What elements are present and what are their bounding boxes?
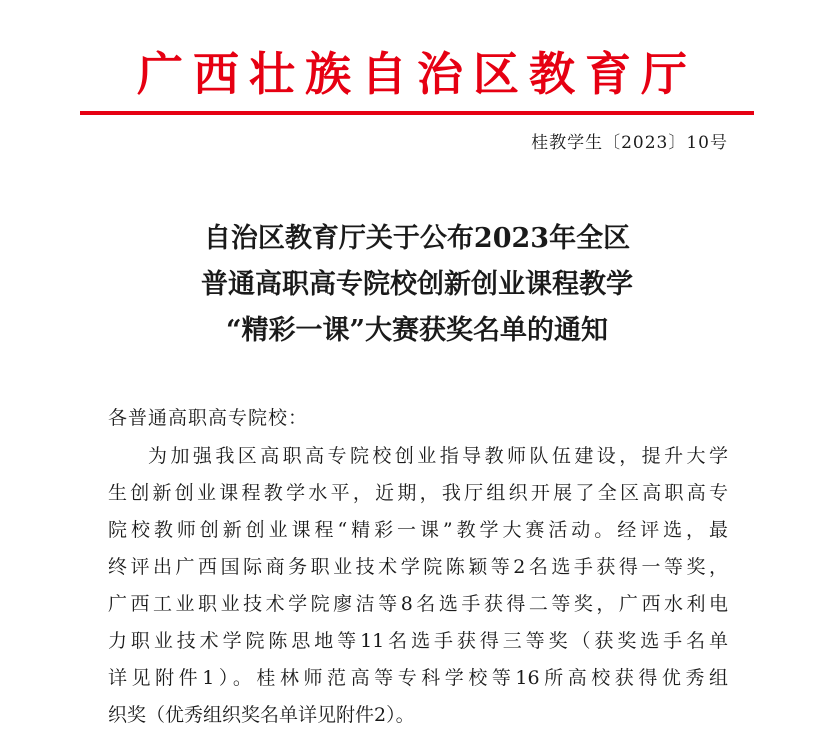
title-line-1: 自治区教育厅关于公布2023年全区 [203, 223, 631, 254]
body-line: 织奖（优秀组织奖名单详见附件2）。 [108, 704, 415, 726]
document-title [80, 216, 754, 354]
body-line: 终评出广西国际商务职业技术学院陈颖等2名选手获得一等奖， [108, 556, 728, 578]
body-line: 详见附件1）。桂林师范高等专科学校等16所高校获得优秀组 [108, 667, 728, 689]
body-line: 为加强我区高职高专院校创业指导教师队伍建设，提升大学 [148, 445, 728, 467]
document-number: 桂教学生〔2023〕10号 [531, 133, 728, 153]
body-line: 生创新创业课程教学水平，近期，我厅组织开展了全区高职高专 [108, 482, 728, 504]
title-line-2: 普通高职高专院校创新创业课程教学 [201, 269, 633, 300]
title-line-3: “精彩一课”大赛获奖名单的通知 [225, 315, 609, 346]
salutation: 各普通高职高专院校： [108, 407, 309, 429]
body-line: 力职业技术学院陈思地等11名选手获得三等奖（获奖选手名单 [108, 630, 728, 652]
body-line: 院校教师创新创业课程“精彩一课”教学大赛活动。经评选，最 [108, 519, 728, 541]
body-paragraph [108, 438, 728, 734]
letterhead-title: 广西壮族自治区教育厅 [137, 47, 697, 101]
letterhead-red-rule [80, 111, 754, 115]
body-line: 广西工业职业技术学院廖洁等8名选手获得二等奖，广西水利电 [108, 593, 728, 615]
